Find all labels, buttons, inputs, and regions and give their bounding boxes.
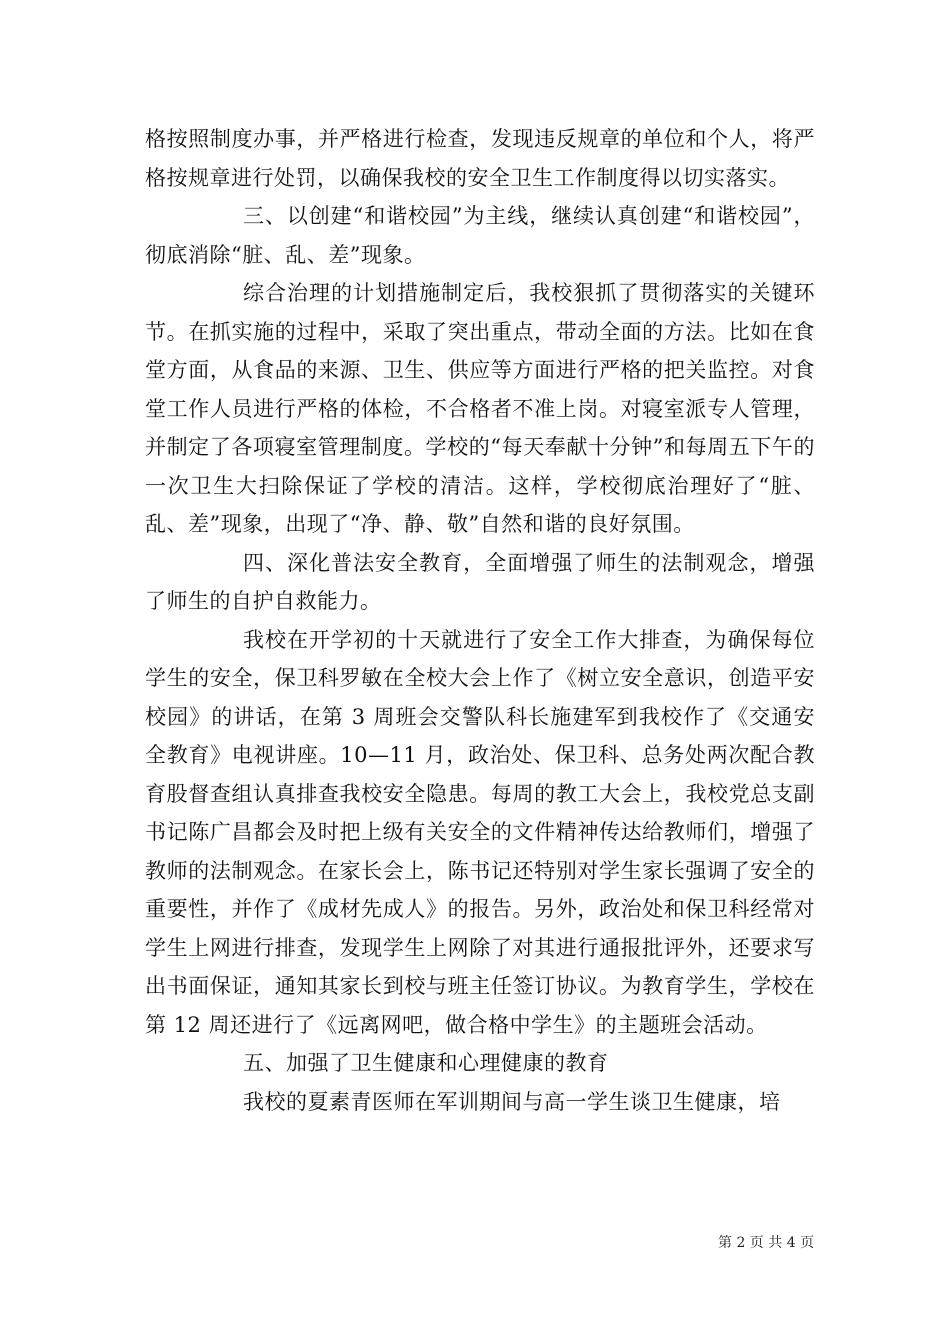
- paragraph-continuation: 格按照制度办事，并严格进行检查，发现违反规章的单位和个人，将严格按规章进行处罚，以确保我校的安全卫生工作制度得以切实落实。: [145, 127, 815, 190]
- paragraph-comprehensive-governance: 综合治理的计划措施制定后，我校狠抓了贯彻落实的关键环节。在抓实施的过程中，采取了突出重点，带动全面的方法。比如在食堂方面，从食品的来源、卫生、供应等方面进行严格的把关监控。对食堂工作人员进行严格的体检，不合格者不准上岗。对寝室派专人管理，并制定了各项寝室管理制度。学校的“每天奉献十分钟”和每周五下午的一次卫生大扫除保证了学校的清洁。这样，学校彻底治理好了“脏、乱、差”现象，出现了“净、静、敬”自然和谐的良好氛围。: [145, 281, 815, 536]
- section-heading-five: 五、加强了卫生健康和心理健康的教育: [243, 1051, 609, 1075]
- page-number-footer: 第 2 页 共 4 页: [718, 1235, 815, 1251]
- section-heading-four: 四、深化普法安全教育，全面增强了师生的法制观念，增强了师生的自护自救能力。: [145, 550, 815, 613]
- paragraph-health-education: 我校的夏素青医师在军训期间与高一学生谈卫生健康，培: [243, 1089, 781, 1114]
- paragraph-safety-inspection: 我校在开学初的十天就进行了安全工作大排查，为确保每位学生的安全，保卫科罗敏在全校大会上作了《树立安全意识，创造平安校园》的讲话，在第 3 周班会交警队科长施建军到我校作了《交通安全教育》电视讲座。10—11 月，政治处、保卫科、总务处两次配合教育股督查组认真排查我校安全隐患。每周的教工大会上，我校党总支副书记陈广昌都会及时把上级有关安全的文件精神传达给教师们，增强了教师的法制观念。在家长会上，陈书记还特别对学生家长强调了安全的重要性，并作了《成材先成人》的报告。另外，政治处和保卫科经常对学生上网进行排查，发现学生上网除了对其进行通报批评外，还要求写出书面保证，通知其家长到校与班主任签订协议。为教育学生，学校在第 12 周还进行了《远离网吧，做合格中学生》的主题班会活动。: [145, 627, 815, 1037]
- section-heading-three: 三、以创建“和谐校园”为主线，继续认真创建“和谐校园”，彻底消除“脏、乱、差”现象。: [145, 204, 815, 267]
- document-body: [145, 120, 815, 1121]
